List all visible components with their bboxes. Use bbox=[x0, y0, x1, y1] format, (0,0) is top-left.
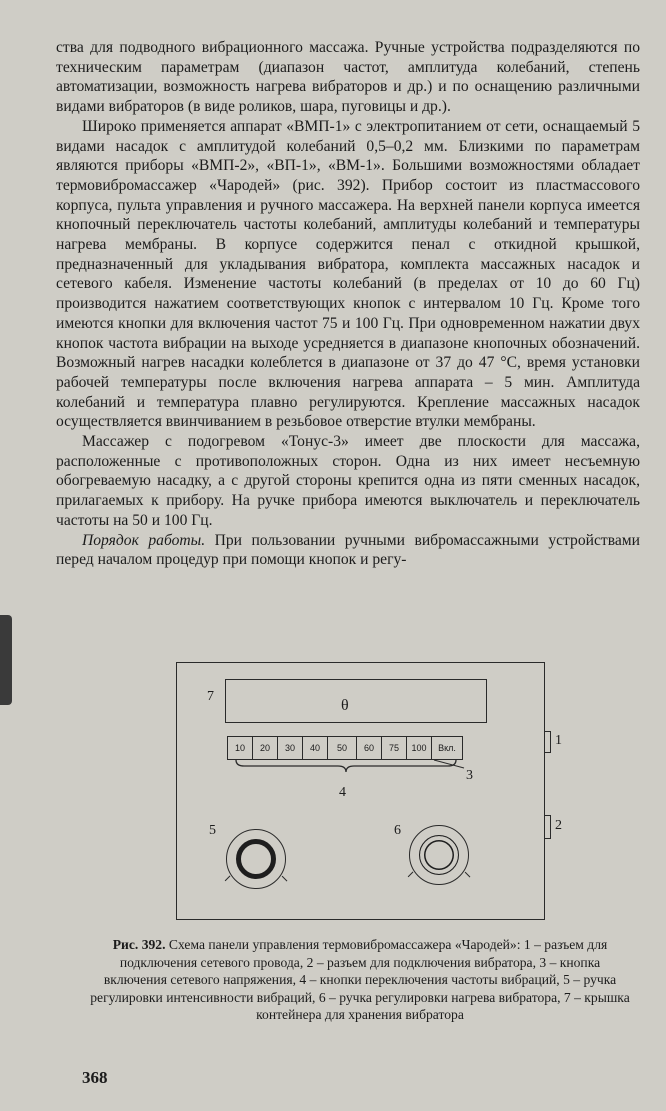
caption-text: Схема панели управления термовибромассажера «Чародей»: 1 – разъем для подключения сетевого провода, 2 – разъем для подключения вибратора, 3 – кнопка включения сетевого напряжения, 4 – кнопки переключения частоты вибраций, 5 – ручка регулировки интенсивности вибраций, 6 – ручка регулировки нагрева вибратора, 7 – крышка контейнера для хранения вибратора bbox=[90, 937, 630, 1022]
connector-2-bracket bbox=[545, 815, 551, 839]
container-lid bbox=[225, 679, 487, 723]
key: 75 bbox=[382, 737, 407, 759]
label-6: 6 bbox=[394, 823, 401, 838]
leader-line-3 bbox=[433, 759, 465, 769]
knob-tick bbox=[408, 872, 414, 878]
intensity-knob bbox=[226, 829, 286, 889]
key: 50 bbox=[328, 737, 357, 759]
knob-tick bbox=[282, 876, 288, 882]
label-3: 3 bbox=[466, 768, 473, 783]
knob-ring bbox=[419, 835, 459, 875]
label-4: 4 bbox=[339, 785, 346, 800]
paragraph-rest: При пользовании ручными вибромассажными устройствами перед началом процедур при помощи кнопок и регу- bbox=[56, 531, 641, 569]
key: 20 bbox=[253, 737, 278, 759]
label-2: 2 bbox=[555, 818, 562, 833]
key: 30 bbox=[278, 737, 303, 759]
paragraph: ства для подводного вибрационного массажа. Ручные устройства подразделяются по техническим параметрам (диапазон частот, амплитуда колебаний, степень автоматизации, возможность нагрева вибраторов и др.) и по оснащению различными видами вибраторов (в виде роликов, шара, пуговицы и др.). bbox=[56, 39, 640, 116]
thermometer-symbol: θ bbox=[341, 697, 349, 714]
paragraph bbox=[56, 531, 640, 570]
paragraph-lead: Порядок работы. bbox=[82, 531, 206, 549]
caption-title: Рис. 392. bbox=[112, 937, 166, 952]
label-7: 7 bbox=[207, 689, 214, 704]
control-panel-figure bbox=[176, 662, 545, 920]
label-1: 1 bbox=[555, 733, 562, 748]
label-5: 5 bbox=[209, 823, 216, 838]
heating-knob bbox=[409, 825, 469, 885]
frequency-keys bbox=[227, 736, 463, 760]
page-number: 368 bbox=[82, 1068, 108, 1087]
knob-ring bbox=[236, 839, 276, 879]
body-text bbox=[56, 38, 640, 570]
paragraph: Широко применяется аппарат «ВМП-1» с электропитанием от сети, оснащаемый 5 видами насадок с амплитудой колебаний 0,5–0,2 мм. Близкими по параметрам являются приборы «ВМП-2», «ВП-1», «ВМ-1». Большими возможностями обладает термовибромассажер «Чародей» (рис. 392). Прибор состоит из пластмассового корпуса, пульта управления и ручного массажера. На верхней панели корпуса имеется кнопочный переключатель частоты колебаний, амплитуды колебаний и температуры нагрева мембраны. В корпусе содержится пенал с откидной крышкой, предназначенный для укладывания вибратора, комплекта массажных насадок и сетевого кабеля. Изменение частоты колебаний (в пределах от 10 до 60 Гц) производится нажатием соответствующих кнопок с интервалом 10 Гц. Кроме того имеются кнопки для включения частот 75 и 100 Гц. При одновременном нажатии двух кнопок частота вибрации на выходе усредняется в диапазоне кнопочных обозначений. Возможный нагрев насадки колеблется в диапазоне от 37 до 47 °С, время установки рабочей температуры после включения нагрева аппарата – 5 мин. Амплитуда колебаний и температура плавно регулируются. Крепление массажных насадок осуществляется ввинчиванием в резьбовое отверстие втулки мембраны. bbox=[56, 117, 640, 431]
knob-tick bbox=[225, 876, 231, 882]
frequency-brace bbox=[235, 759, 457, 773]
knob-tick bbox=[465, 872, 471, 878]
power-key: Вкл. bbox=[438, 743, 456, 753]
key: 10 bbox=[228, 737, 253, 759]
connector-1-bracket bbox=[545, 731, 551, 753]
key: 40 bbox=[303, 737, 328, 759]
figure-caption bbox=[90, 936, 630, 1024]
paragraph: Массажер с подогревом «Тонус-3» имеет две плоскости для массажа, расположенные с противоположных сторон. Одна из них имеет несъемную обогреваемую насадку, а с другой стороны крепится одна из пяти сменных насадок, прилагаемых к прибору. На ручке прибора имеются выключатель и переключатель частоты на 50 и 100 Гц. bbox=[56, 433, 640, 529]
key: 100 bbox=[407, 737, 432, 759]
key: 60 bbox=[357, 737, 382, 759]
book-spine-shadow bbox=[0, 615, 12, 705]
